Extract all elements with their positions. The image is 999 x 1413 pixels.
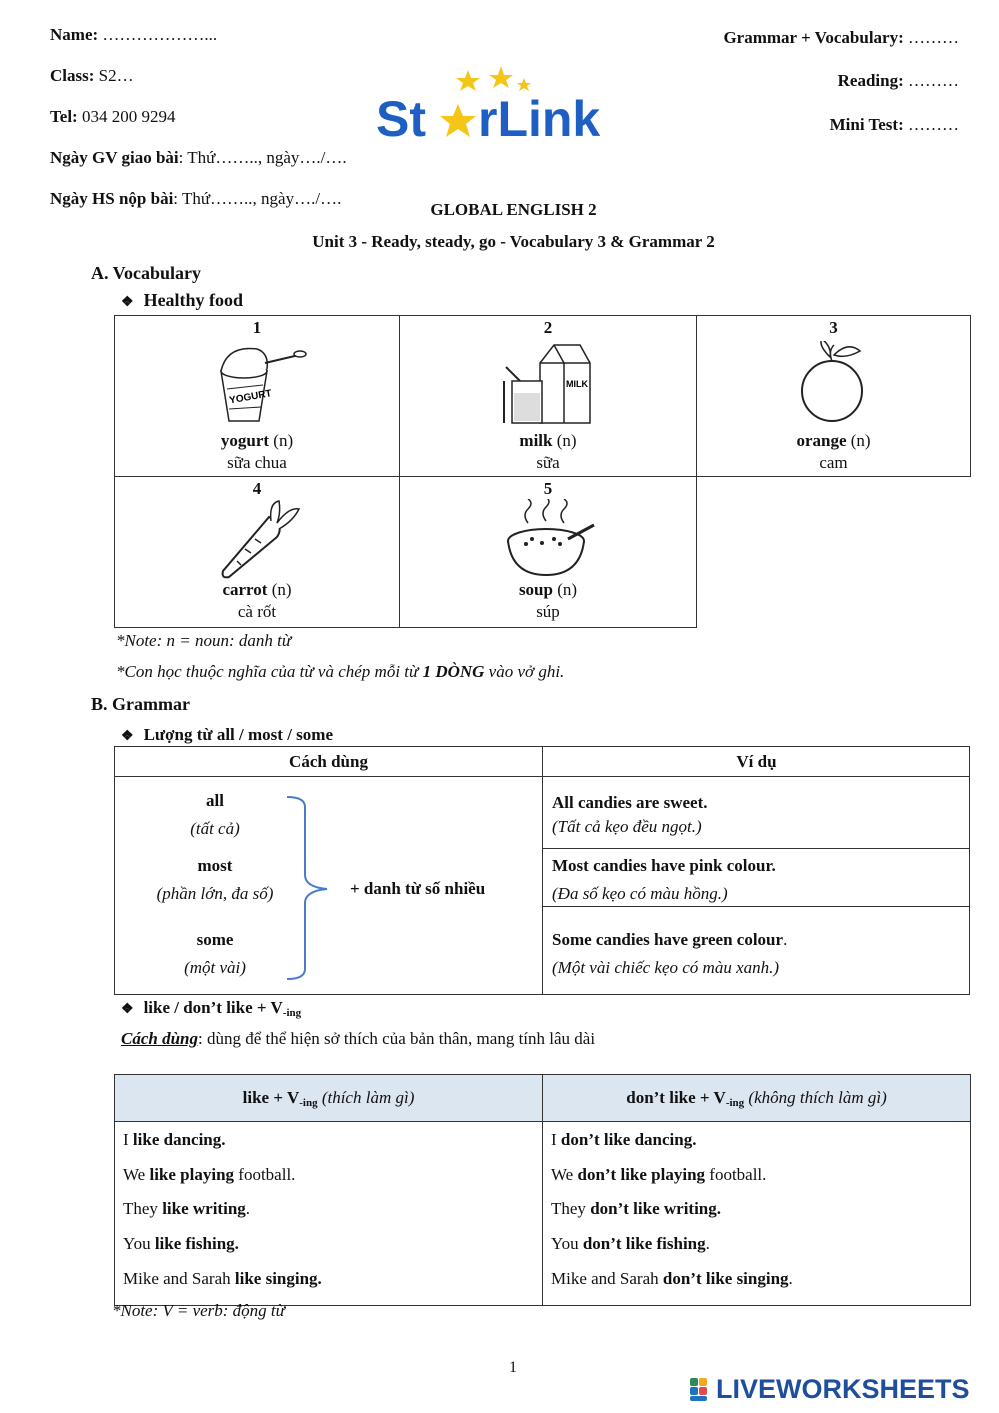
quantifier-rule: + danh từ số nhiều [350,879,486,898]
page-number: 1 [509,1359,517,1376]
list-item: They like writing. [123,1199,251,1219]
quantifier-word: some [196,930,234,949]
unit-title: Unit 3 - Ready, steady, go - Vocabulary 3 & Grammar 2 [312,232,715,251]
vocabulary-table [114,315,971,628]
vocab-note: *Note: n = noun: danh từ [116,631,292,650]
milk-icon [400,338,696,430]
list-item: Mike and Sarah like singing. [123,1268,322,1288]
vocabulary-heading: A. Vocabulary [91,263,202,283]
diamond-bullet-icon: ❖ [121,729,134,744]
carrot-icon [115,499,399,579]
soup-icon [400,499,696,579]
list-item: I don’t like dancing. [551,1130,697,1149]
brace-icon [285,795,335,986]
col-example-header: Ví dụ [736,752,777,771]
tel-line: Tel: 034 200 9294 [50,107,176,126]
liveworksheets-logo: LIVEWORKSHEETS [690,1372,970,1406]
list-item: We like playing football. [123,1164,296,1184]
healthy-food-subheading: ❖ Healthy food [121,290,244,310]
grammar-heading: B. Grammar [91,694,190,714]
like-examples [115,1122,543,1306]
list-item: We don’t like playing football. [551,1164,767,1184]
example-sentence: Most candies have pink colour. [552,856,776,875]
svg-text:St: St [376,91,426,146]
dont-like-column-header: don’t like + $V_{-ing}$ (không thích làm gì) [543,1075,971,1122]
class-line: Class: S2… [50,66,134,85]
vocab-cell: 4 carrot (n) cà rốt [115,477,400,628]
starlink-logo [376,64,626,146]
quantifier-meaning: (tất cả) [190,819,240,838]
assign-date-line: Ngày GV giao bài: Thứ…….., ngày…./…. [50,148,347,167]
example-translation: (Đa số kẹo có màu hồng.) [552,884,728,903]
svg-text:YOGURT: YOGURT [228,388,273,407]
submit-date-line: Ngày HS nộp bài: Thứ…….., ngày…./…. [50,189,342,208]
score-reading: Reading: ……… [837,71,959,90]
list-item: You don’t like fishing. [551,1234,710,1254]
quantifier-meaning: (phần lớn, đa số) [156,884,274,903]
example-translation: (Một vài chiếc kẹo có màu xanh.) [552,958,780,977]
quantifiers-table [114,746,970,995]
list-item: I like dancing. [123,1130,226,1149]
like-column-header: like + $V_{-ing}$ (thích làm gì) [115,1075,543,1122]
verb-note: *Note: V = verb: động từ [112,1301,285,1320]
quantifier-word: all [206,791,224,810]
vocab-cell: 5 soup (n) súp [400,477,697,628]
svg-text:MILK: MILK [566,379,588,389]
logo-star-icon [489,66,513,88]
list-item: You like fishing. [123,1234,239,1254]
course-title: GLOBAL ENGLISH 2 [430,200,597,219]
score-grammar-vocab: Grammar + Vocabulary: ……… [723,28,959,47]
like-table [114,1074,971,1306]
like-usage: Cách dùng: dùng để thể hiện sở thích của bản thân, mang tính lâu dài [121,1029,596,1048]
name-line: Name: ………………... [50,25,218,44]
liveworksheets-logo-icon [690,1376,716,1402]
quantifiers-subheading: ❖ Lượng từ all / most / some [121,725,333,744]
logo-star-icon [440,104,476,137]
yogurt-icon [115,338,399,430]
vocab-instruction: *Con học thuộc nghĩa của từ và chép mỗi từ 1 DÒNG vào vở ghi. [116,662,565,681]
vocab-cell: 1 YOGURT yogurt (n) sữa chua [115,316,400,477]
like-subheading: ❖ like / don’t like + $V_{-ing}$ [121,998,302,1019]
quantifier-word: most [197,856,233,875]
col-usage-header: Cách dùng [289,752,368,771]
list-item: Mike and Sarah don’t like singing. [551,1268,793,1288]
orange-icon [697,338,970,430]
logo-star-icon [517,78,531,91]
list-item: They don’t like writing. [551,1199,721,1219]
vocab-cell: 2 MILK milk (n) sữa [400,316,697,477]
example-sentence: All candies are sweet. [552,793,708,812]
logo-star-icon [456,70,480,91]
svg-text:rLink: rLink [478,91,601,146]
vocab-cell: 3 orange (n) cam [697,316,971,477]
diamond-bullet-icon: ❖ [121,1002,134,1017]
score-mini-test: Mini Test: ……… [829,115,959,134]
example-translation: (Tất cả kẹo đều ngọt.) [552,817,702,836]
dont-like-examples [543,1122,971,1306]
diamond-bullet-icon: ❖ [121,295,134,310]
quantifier-meaning: (một vài) [184,958,246,977]
example-sentence: Some candies have green colour. [552,930,788,949]
